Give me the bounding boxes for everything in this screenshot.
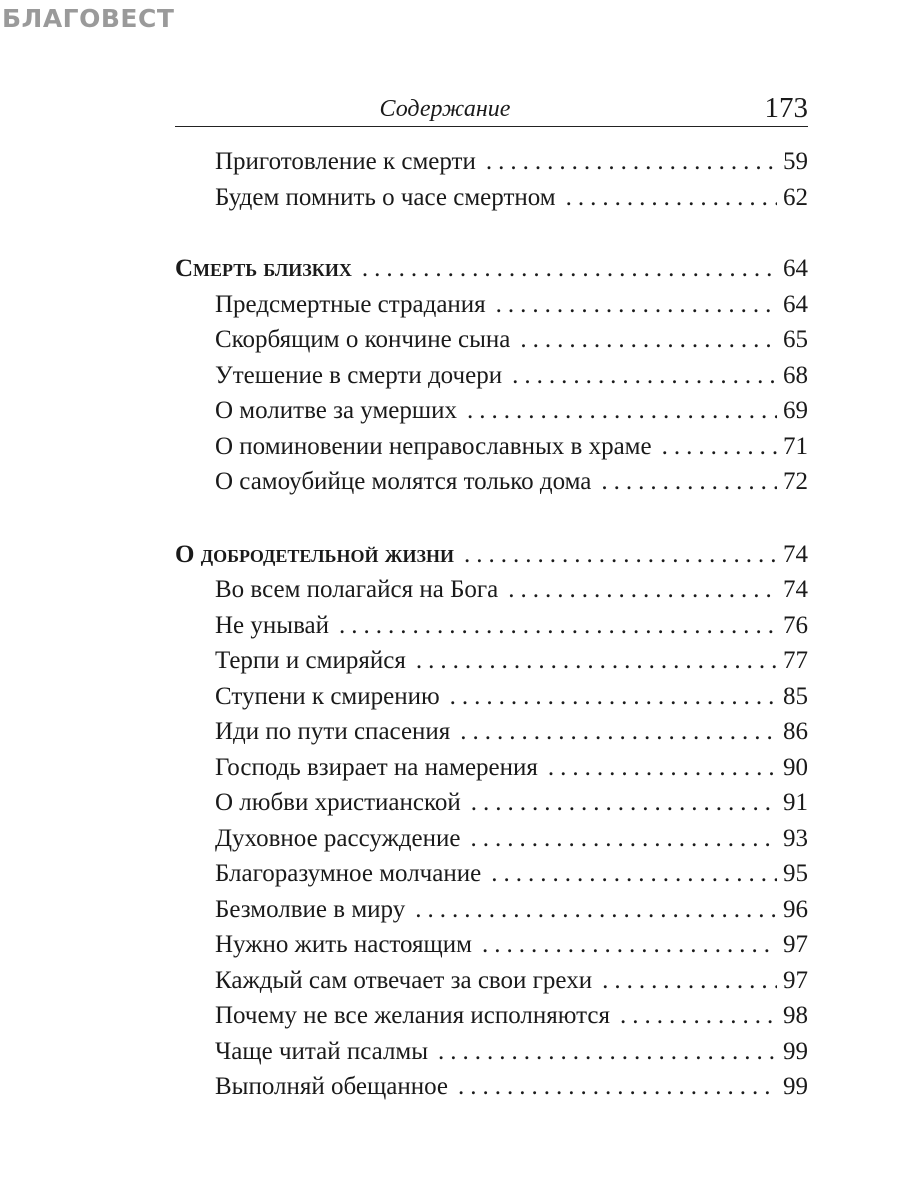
toc-dot-leader bbox=[602, 963, 777, 999]
toc-dot-leader bbox=[450, 679, 777, 715]
toc-entry[interactable] bbox=[175, 856, 808, 892]
toc-entry[interactable] bbox=[175, 998, 808, 1034]
toc-entry-page: 71 bbox=[783, 432, 808, 460]
toc-entry-page: 90 bbox=[783, 753, 808, 781]
toc-entry[interactable] bbox=[175, 714, 808, 750]
toc-entry-page: 97 bbox=[783, 931, 808, 958]
toc-entry-page: 95 bbox=[783, 860, 808, 887]
toc-entry[interactable] bbox=[175, 963, 808, 999]
toc-dot-leader bbox=[471, 785, 777, 821]
toc-entry-page: 86 bbox=[783, 718, 808, 745]
toc-entry[interactable] bbox=[175, 1069, 808, 1105]
toc-entry-title: Чаще читай псалмы bbox=[215, 1037, 429, 1065]
toc-section-title: Смерть близких bbox=[175, 255, 352, 282]
toc-dot-leader bbox=[362, 251, 777, 287]
toc-dot-leader bbox=[458, 1069, 777, 1105]
page-number: 173 bbox=[764, 92, 808, 124]
toc-dot-leader bbox=[464, 537, 777, 573]
toc-entry-page: 62 bbox=[783, 183, 808, 211]
toc-dot-leader bbox=[416, 643, 777, 679]
toc-entry-page: 97 bbox=[783, 966, 808, 994]
toc-entry-title: О любви христианской bbox=[215, 789, 461, 816]
toc-dot-leader bbox=[482, 927, 777, 963]
toc-entry-page: 85 bbox=[783, 682, 808, 710]
toc-entry-title: Терпи и смиряйся bbox=[215, 647, 406, 674]
toc-dot-leader bbox=[486, 144, 777, 180]
toc-entry-title: Ступени к смирению bbox=[215, 682, 440, 710]
toc-entry-title: Почему не все желания исполняются bbox=[215, 1002, 610, 1029]
toc-entry-page: 77 bbox=[783, 647, 808, 674]
toc-entry[interactable] bbox=[175, 144, 808, 180]
toc-entry-title: О поминовении неправославных в храме bbox=[215, 432, 652, 460]
toc-entry-title: Утешение в смерти дочери bbox=[215, 361, 503, 389]
toc-entry[interactable] bbox=[175, 892, 808, 928]
toc-entry[interactable] bbox=[175, 429, 808, 465]
toc-entry[interactable] bbox=[175, 643, 808, 679]
toc-entry-page: 68 bbox=[783, 361, 808, 389]
table-of-contents bbox=[175, 144, 808, 1105]
toc-entry-title: Приготовление к смерти bbox=[215, 148, 476, 175]
toc-entry-title: Скорбящим о кончине сына bbox=[215, 326, 511, 353]
toc-entry-title: Иди по пути спасения bbox=[215, 718, 451, 745]
toc-entry-page: 93 bbox=[783, 824, 808, 852]
toc-dot-leader bbox=[438, 1034, 777, 1070]
toc-dot-leader bbox=[471, 821, 777, 857]
toc-entry-title: Духовное рассуждение bbox=[215, 824, 461, 852]
toc-entry[interactable] bbox=[175, 821, 808, 857]
toc-entry-title: Выполняй обещанное bbox=[215, 1073, 448, 1100]
toc-entry-title: Каждый сам отвечает за свои грехи bbox=[215, 966, 593, 994]
toc-entry[interactable] bbox=[175, 927, 808, 963]
toc-entry[interactable] bbox=[175, 322, 808, 358]
toc-entry-title: Благоразумное молчание bbox=[215, 860, 482, 887]
toc-dot-leader bbox=[467, 393, 777, 429]
toc-dot-leader bbox=[496, 287, 777, 323]
toc-entry-page: 98 bbox=[783, 1002, 808, 1029]
toc-dot-leader bbox=[601, 464, 777, 500]
toc-entry-title: Нужно жить настоящим bbox=[215, 931, 472, 958]
toc-dot-leader bbox=[460, 714, 777, 750]
section-spacer bbox=[175, 215, 808, 251]
toc-dot-leader bbox=[508, 572, 777, 608]
toc-entry-page: 91 bbox=[783, 789, 808, 816]
toc-entry[interactable] bbox=[175, 358, 808, 394]
toc-entry-page: 59 bbox=[783, 148, 808, 175]
toc-entry-page: 99 bbox=[783, 1073, 808, 1100]
toc-dot-leader bbox=[520, 322, 777, 358]
toc-entry-title: Безмолвие в миру bbox=[215, 895, 406, 923]
toc-section-title: О добродетельной жизни bbox=[175, 540, 455, 568]
toc-entry-page: 65 bbox=[783, 326, 808, 353]
toc-entry[interactable] bbox=[175, 393, 808, 429]
toc-dot-leader bbox=[415, 892, 777, 928]
toc-dot-leader bbox=[339, 608, 777, 644]
toc-entry-title: Господь взирает на намерения bbox=[215, 753, 538, 781]
toc-dot-leader bbox=[620, 998, 777, 1034]
toc-entry-title: Будем помнить о часе смертном bbox=[215, 183, 556, 211]
toc-entry[interactable] bbox=[175, 608, 808, 644]
toc-entry-page: 76 bbox=[783, 611, 808, 639]
toc-entry[interactable] bbox=[175, 572, 808, 608]
toc-entry-title: Во всем полагайся на Бога bbox=[215, 576, 499, 603]
toc-entry-page: 96 bbox=[783, 895, 808, 923]
watermark-logo: БЛАГОВЕСТ bbox=[2, 4, 175, 33]
toc-entry-page: 69 bbox=[783, 397, 808, 424]
toc-section-heading[interactable] bbox=[175, 251, 808, 287]
toc-entry[interactable] bbox=[175, 679, 808, 715]
toc-entry-page: 72 bbox=[783, 468, 808, 495]
toc-entry[interactable] bbox=[175, 464, 808, 500]
toc-entry-title: Не унывай bbox=[215, 611, 330, 639]
toc-section-page: 74 bbox=[783, 540, 808, 568]
toc-section-heading[interactable] bbox=[175, 537, 808, 573]
toc-dot-leader bbox=[548, 750, 777, 786]
toc-section-page: 64 bbox=[783, 255, 808, 282]
toc-entry-title: Предсмертные страдания bbox=[215, 290, 486, 318]
toc-dot-leader bbox=[662, 429, 777, 465]
toc-entry-page: 99 bbox=[783, 1037, 808, 1065]
running-header bbox=[175, 92, 808, 127]
running-title: Содержание bbox=[379, 96, 511, 122]
toc-entry[interactable] bbox=[175, 180, 808, 216]
toc-entry[interactable] bbox=[175, 785, 808, 821]
toc-entry-page: 74 bbox=[783, 576, 808, 603]
section-spacer bbox=[175, 500, 808, 537]
toc-entry-title: О молитве за умерших bbox=[215, 397, 458, 424]
toc-dot-leader bbox=[512, 358, 777, 394]
toc-dot-leader bbox=[566, 180, 777, 216]
toc-entry-title: О самоубийце молятся только дома bbox=[215, 468, 592, 495]
toc-entry-page: 64 bbox=[783, 290, 808, 318]
toc-entry[interactable] bbox=[175, 750, 808, 786]
toc-entry[interactable] bbox=[175, 287, 808, 323]
toc-dot-leader bbox=[491, 856, 777, 892]
toc-entry[interactable] bbox=[175, 1034, 808, 1070]
